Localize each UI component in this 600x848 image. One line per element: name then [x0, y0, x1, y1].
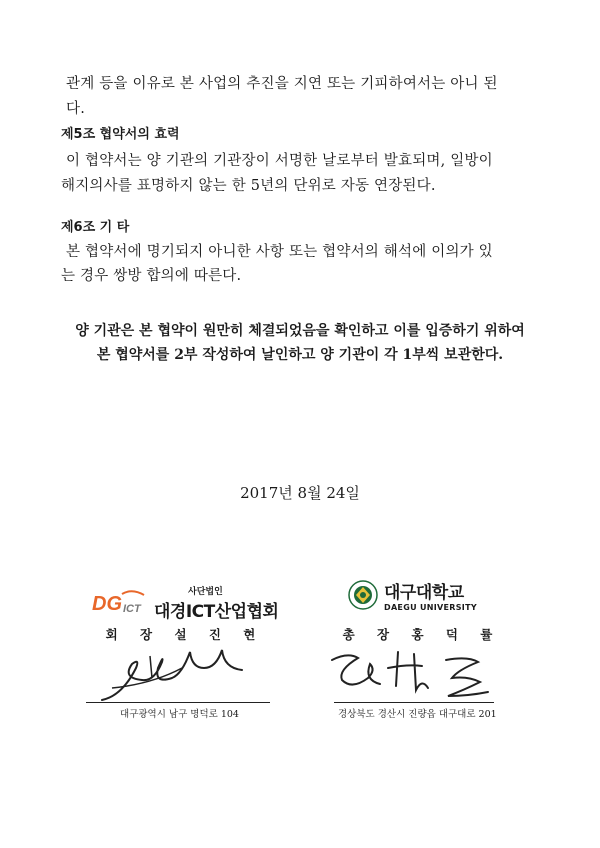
svg-text:ICT: ICT [123, 603, 141, 615]
article-6-line-1: 본 협약서에 명기되지 아니한 사항 또는 협약서의 해석에 이의가 있 [66, 244, 493, 260]
left-org-prefix: 사단법인 [188, 587, 223, 597]
body-line-1: 관계 등을 이유로 본 사업의 추진을 지연 또는 기피하여서는 아니 된 [66, 76, 498, 92]
dgict-logo [92, 584, 278, 622]
svg-text:DG: DG [92, 593, 122, 615]
right-signatory-title: 총 장 홍 덕 률 [342, 627, 502, 642]
left-address: 대구광역시 남구 명덕로 104 [120, 709, 239, 720]
right-address: 경상북도 경산시 진량읍 대구대로 201 [338, 709, 497, 720]
left-signatory-title: 회 장 설 진 현 [105, 627, 265, 642]
right-signature-rule [334, 702, 494, 703]
right-org-english: DAEGU UNIVERSITY [384, 603, 477, 612]
body-line-2: 다. [66, 101, 86, 117]
right-org-name: 대구대학교 [384, 583, 464, 603]
university-seal-icon [348, 580, 378, 610]
article-5-line-1: 이 협약서는 양 기관의 기관장이 서명한 날로부터 발효되며, 일방이 [66, 153, 493, 169]
article-6-line-2: 는 경우 쌍방 합의에 따른다. [61, 268, 242, 284]
left-signature-rule [86, 702, 270, 703]
left-org-name: 대경ICT산업협회 [154, 602, 279, 622]
confirmation-line-2: 본 협약서를 2부 작성하여 날인하고 양 기관이 각 1부씩 보관한다. [96, 347, 504, 363]
right-signature-image [318, 640, 498, 706]
confirmation-line-1: 양 기관은 본 협약이 원만히 체결되었음을 확인하고 이를 입증하기 위하여 [75, 323, 525, 339]
left-signature-image [92, 638, 262, 708]
article-6-heading: 제6조 기 타 [61, 220, 130, 235]
article-5-heading: 제5조 협약서의 효력 [61, 127, 180, 142]
agreement-date: 2017년 8월 24일 [240, 484, 360, 502]
dgict-logo-mark [92, 588, 150, 618]
daegu-university-logo [348, 578, 477, 612]
article-5-line-2: 해지의사를 표명하지 않는 한 5년의 단위로 자동 연장된다. [61, 178, 436, 194]
